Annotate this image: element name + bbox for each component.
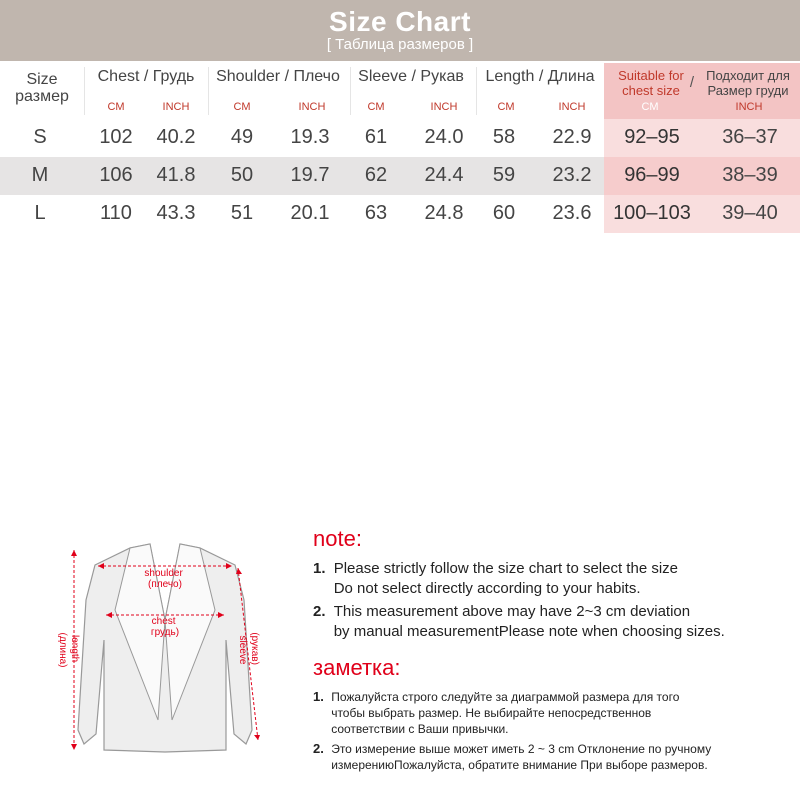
length-label-en: length bbox=[69, 634, 80, 663]
note-item bbox=[313, 559, 678, 599]
value-cell: 50 bbox=[230, 164, 254, 186]
shoulder-label bbox=[144, 568, 185, 590]
value-cell: 20.1 bbox=[290, 202, 330, 224]
note-item-text: This measurement above may have 2~3 cm deviation by manual measurementPlease note when choosing sizes. bbox=[333, 603, 725, 640]
sleeve-label bbox=[237, 632, 260, 667]
size-cell: L bbox=[34, 202, 46, 224]
shoulder-cm-unit: CM bbox=[233, 101, 251, 113]
ru-note-item-number: 1. bbox=[313, 689, 324, 704]
length-header: Length / Длина bbox=[485, 68, 595, 85]
table-row bbox=[0, 157, 800, 195]
value-cell: 62 bbox=[364, 164, 388, 186]
value-cell: 61 bbox=[364, 126, 388, 148]
sleeve-inch-unit: INCH bbox=[430, 101, 458, 113]
fit-inch-cell: 36–37 bbox=[722, 126, 778, 148]
value-cell: 41.8 bbox=[156, 164, 196, 186]
sleeve-label-ru: (рукав) bbox=[249, 632, 260, 665]
fit-cm-cell: 92–95 bbox=[624, 126, 680, 148]
ru-note-title: заметка: bbox=[313, 655, 401, 680]
header-divider bbox=[350, 67, 351, 115]
size-header: Size размер bbox=[15, 71, 69, 105]
value-cell: 24.4 bbox=[424, 164, 464, 186]
fit-header-sep: / bbox=[689, 74, 695, 91]
value-cell: 23.2 bbox=[552, 164, 592, 186]
value-cell: 19.7 bbox=[290, 164, 330, 186]
shoulder-header: Shoulder / Плечо bbox=[216, 68, 340, 85]
note-item-number: 1. bbox=[313, 560, 326, 577]
ru-note-item bbox=[313, 741, 711, 773]
table-row bbox=[0, 195, 800, 233]
sleeve-header: Sleeve / Рукав bbox=[358, 68, 464, 85]
header-divider bbox=[84, 67, 85, 115]
size-cell: S bbox=[33, 126, 47, 148]
note-item bbox=[313, 602, 725, 642]
table-row bbox=[0, 119, 800, 157]
value-cell: 102 bbox=[99, 126, 133, 148]
fit-inch-cell: 39–40 bbox=[722, 202, 778, 224]
fit-cm-unit: CM bbox=[641, 101, 659, 113]
note-item-number: 2. bbox=[313, 603, 326, 620]
length-label-ru: (длина) bbox=[57, 632, 68, 668]
jacket-diagram bbox=[30, 520, 300, 800]
chest-header: Chest / Грудь bbox=[97, 68, 195, 85]
chest-label-en: chest bbox=[151, 616, 176, 627]
length-label bbox=[57, 633, 80, 668]
value-cell: 24.8 bbox=[424, 202, 464, 224]
fit-inch-cell: 38–39 bbox=[722, 164, 778, 186]
note-item-text: Please strictly follow the size chart to select the size Do not select directly according to your habits. bbox=[333, 560, 678, 597]
value-cell: 59 bbox=[492, 164, 516, 186]
value-cell: 22.9 bbox=[552, 126, 592, 148]
shoulder-inch-unit: INCH bbox=[298, 101, 326, 113]
fit-cm-cell: 96–99 bbox=[624, 164, 680, 186]
chest-label bbox=[151, 616, 179, 638]
ru-note-item bbox=[313, 689, 679, 737]
table-header-row bbox=[0, 63, 800, 119]
value-cell: 60 bbox=[492, 202, 516, 224]
value-cell: 106 bbox=[99, 164, 133, 186]
value-cell: 110 bbox=[100, 202, 132, 224]
ru-note-item-text: Пожалуйста строго следуйте за диаграммой размера для того чтобы выбрать размер. Не выбирайте непосредственнов соответствии с Ваши привычки. bbox=[331, 690, 680, 736]
value-cell: 63 bbox=[364, 202, 388, 224]
banner bbox=[0, 0, 800, 61]
note-title: note: bbox=[313, 526, 362, 551]
fit-header-en: Suitable for chest size bbox=[618, 68, 684, 98]
ru-note-item-text: Это измерение выше может иметь 2 ~ 3 cm Отклонение по ручному измерениюПожалуйста, обратите внимание При выборе размеров. bbox=[331, 742, 712, 772]
value-cell: 40.2 bbox=[156, 126, 196, 148]
fit-header-ru: Подходит для Размер груди bbox=[706, 68, 790, 98]
page-subtitle: [ Таблица размеров ] bbox=[326, 36, 474, 53]
value-cell: 49 bbox=[230, 126, 254, 148]
fit-cm-cell: 100–103 bbox=[613, 202, 691, 224]
value-cell: 43.3 bbox=[156, 202, 196, 224]
header-divider bbox=[476, 67, 477, 115]
chest-label-ru: грудь) bbox=[150, 627, 180, 638]
length-cm-unit: CM bbox=[497, 101, 515, 113]
sleeve-cm-unit: CM bbox=[367, 101, 385, 113]
chest-inch-unit: INCH bbox=[162, 101, 190, 113]
header-divider bbox=[208, 67, 209, 115]
fit-inch-unit: INCH bbox=[735, 101, 763, 113]
value-cell: 51 bbox=[230, 202, 254, 224]
shoulder-label-ru: (плечо) bbox=[148, 579, 182, 590]
value-cell: 19.3 bbox=[290, 126, 330, 148]
length-inch-unit: INCH bbox=[558, 101, 586, 113]
page-title: Size Chart bbox=[329, 6, 471, 37]
value-cell: 23.6 bbox=[552, 202, 592, 224]
chest-cm-unit: CM bbox=[107, 101, 125, 113]
shoulder-label-en: shoulder bbox=[144, 568, 183, 579]
value-cell: 58 bbox=[492, 126, 516, 148]
ru-note-item-number: 2. bbox=[313, 741, 324, 756]
size-cell: M bbox=[31, 164, 49, 186]
sleeve-label-en: sleeve bbox=[237, 635, 248, 665]
value-cell: 24.0 bbox=[424, 126, 464, 148]
